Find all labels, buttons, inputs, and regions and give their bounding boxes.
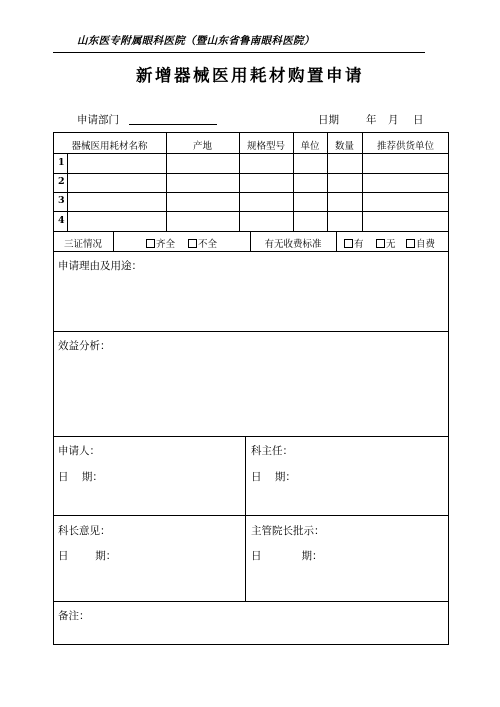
- section-chief-label: 科长意见：: [58, 525, 111, 537]
- rule: [53, 192, 449, 193]
- col-header-spec: 规格型号: [246, 141, 285, 152]
- checkbox-icon[interactable]: [146, 239, 155, 248]
- rule: [67, 154, 68, 231]
- reason-label: 申请理由及用途：: [58, 260, 142, 272]
- year-label: 年: [366, 114, 377, 126]
- rule: [113, 231, 114, 251]
- option-self-pay[interactable]: 自费: [406, 236, 435, 250]
- checkbox-icon[interactable]: [376, 239, 385, 248]
- month-label: 月: [388, 114, 399, 126]
- benefit-label: 效益分析：: [58, 340, 111, 352]
- option-complete[interactable]: 齐全: [146, 236, 175, 250]
- dean-date-label: 日 期：: [251, 550, 323, 562]
- day-label: 日: [413, 114, 424, 126]
- row-number: 4: [58, 215, 65, 226]
- fee-standard-label: 有无收费标准: [264, 239, 322, 250]
- checkbox-icon[interactable]: [406, 239, 415, 248]
- header-divider: [53, 52, 425, 53]
- rule: [245, 436, 246, 601]
- director-date-label: 日 期：: [251, 471, 296, 483]
- hospital-name: 山东医专附属眼科医院（暨山东省鲁南眼科医院）: [77, 35, 315, 47]
- rule: [336, 231, 337, 251]
- certificates-label: 三证情况: [63, 239, 102, 250]
- rule: [53, 601, 449, 602]
- rule: [53, 211, 449, 212]
- applicant-label: 申请人：: [58, 445, 100, 457]
- dean-label: 主管院长批示：: [251, 525, 325, 537]
- checkbox-icon[interactable]: [344, 239, 353, 248]
- department-field[interactable]: [129, 124, 217, 125]
- date-label: 日期: [318, 114, 339, 126]
- director-label: 科主任：: [251, 445, 293, 457]
- department-label: 申请部门: [77, 114, 119, 126]
- rule: [53, 153, 449, 154]
- rule: [53, 251, 449, 252]
- form-title: 新增器械医用耗材购置申请: [136, 66, 364, 85]
- option-incomplete[interactable]: 不全: [188, 236, 217, 250]
- rule: [53, 173, 449, 174]
- remarks-label: 备注：: [58, 610, 90, 622]
- checkbox-icon[interactable]: [188, 239, 197, 248]
- col-header-qty: 数量: [334, 141, 354, 152]
- form-frame: [53, 132, 449, 645]
- option-yes[interactable]: 有: [344, 236, 364, 250]
- row-number: 2: [58, 176, 65, 187]
- rule: [53, 515, 449, 516]
- row-number: 3: [58, 195, 65, 206]
- applicant-date-label: 日 期：: [58, 471, 103, 483]
- row-number: 1: [58, 157, 65, 168]
- col-header-origin: 产地: [192, 141, 212, 152]
- rule: [53, 436, 449, 437]
- col-header-name: 器械医用耗材名称: [71, 141, 148, 152]
- col-header-supplier: 推荐供货单位: [376, 141, 434, 152]
- option-no[interactable]: 无: [376, 236, 396, 250]
- rule: [53, 331, 449, 332]
- section-chief-date-label: 日 期：: [58, 550, 117, 562]
- col-header-unit: 单位: [300, 141, 320, 152]
